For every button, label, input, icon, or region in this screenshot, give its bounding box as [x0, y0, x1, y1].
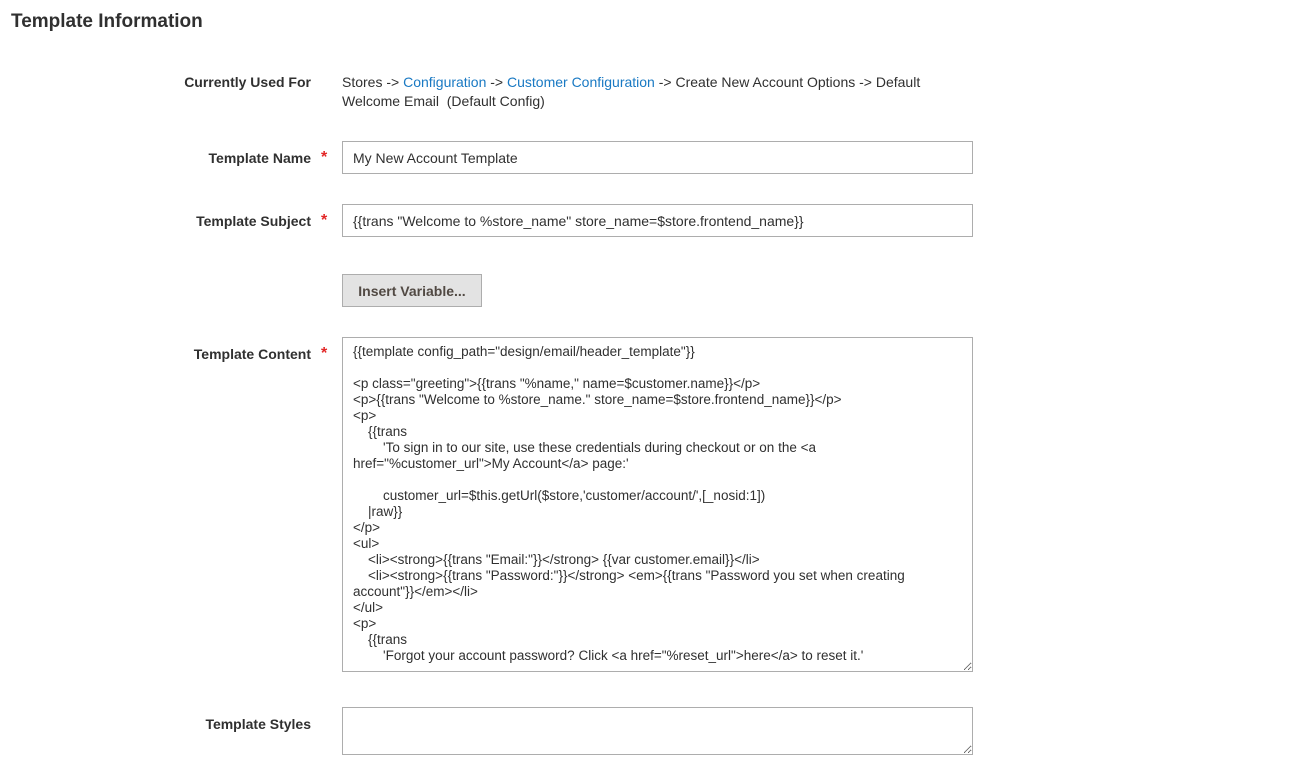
template-styles-textarea[interactable]	[342, 707, 973, 755]
currently-used-for-label: Currently Used For	[184, 74, 311, 90]
template-name-label: Template Name	[208, 150, 311, 166]
template-content-required-mark: *	[321, 345, 328, 362]
template-subject-required-mark: *	[321, 212, 328, 229]
path-rest: -> Create New Account Options -> Default Welcome Email (Default Config)	[342, 74, 921, 109]
template-content-textarea[interactable]	[342, 337, 973, 672]
template-content-label: Template Content	[193, 346, 311, 362]
section-title: Template Information	[11, 11, 203, 32]
customer-configuration-link[interactable]: Customer Configuration	[507, 74, 655, 90]
template-subject-input[interactable]	[342, 204, 973, 237]
currently-used-for-path	[342, 73, 972, 111]
configuration-link[interactable]: Configuration	[403, 74, 487, 90]
template-name-required-mark: *	[321, 149, 328, 166]
path-stores: Stores ->	[342, 74, 404, 90]
template-subject-label: Template Subject	[196, 213, 311, 229]
insert-variable-button[interactable]: Insert Variable...	[342, 274, 482, 307]
template-styles-label: Template Styles	[205, 716, 311, 732]
template-name-input[interactable]	[342, 141, 973, 174]
path-separator: ->	[486, 74, 507, 90]
